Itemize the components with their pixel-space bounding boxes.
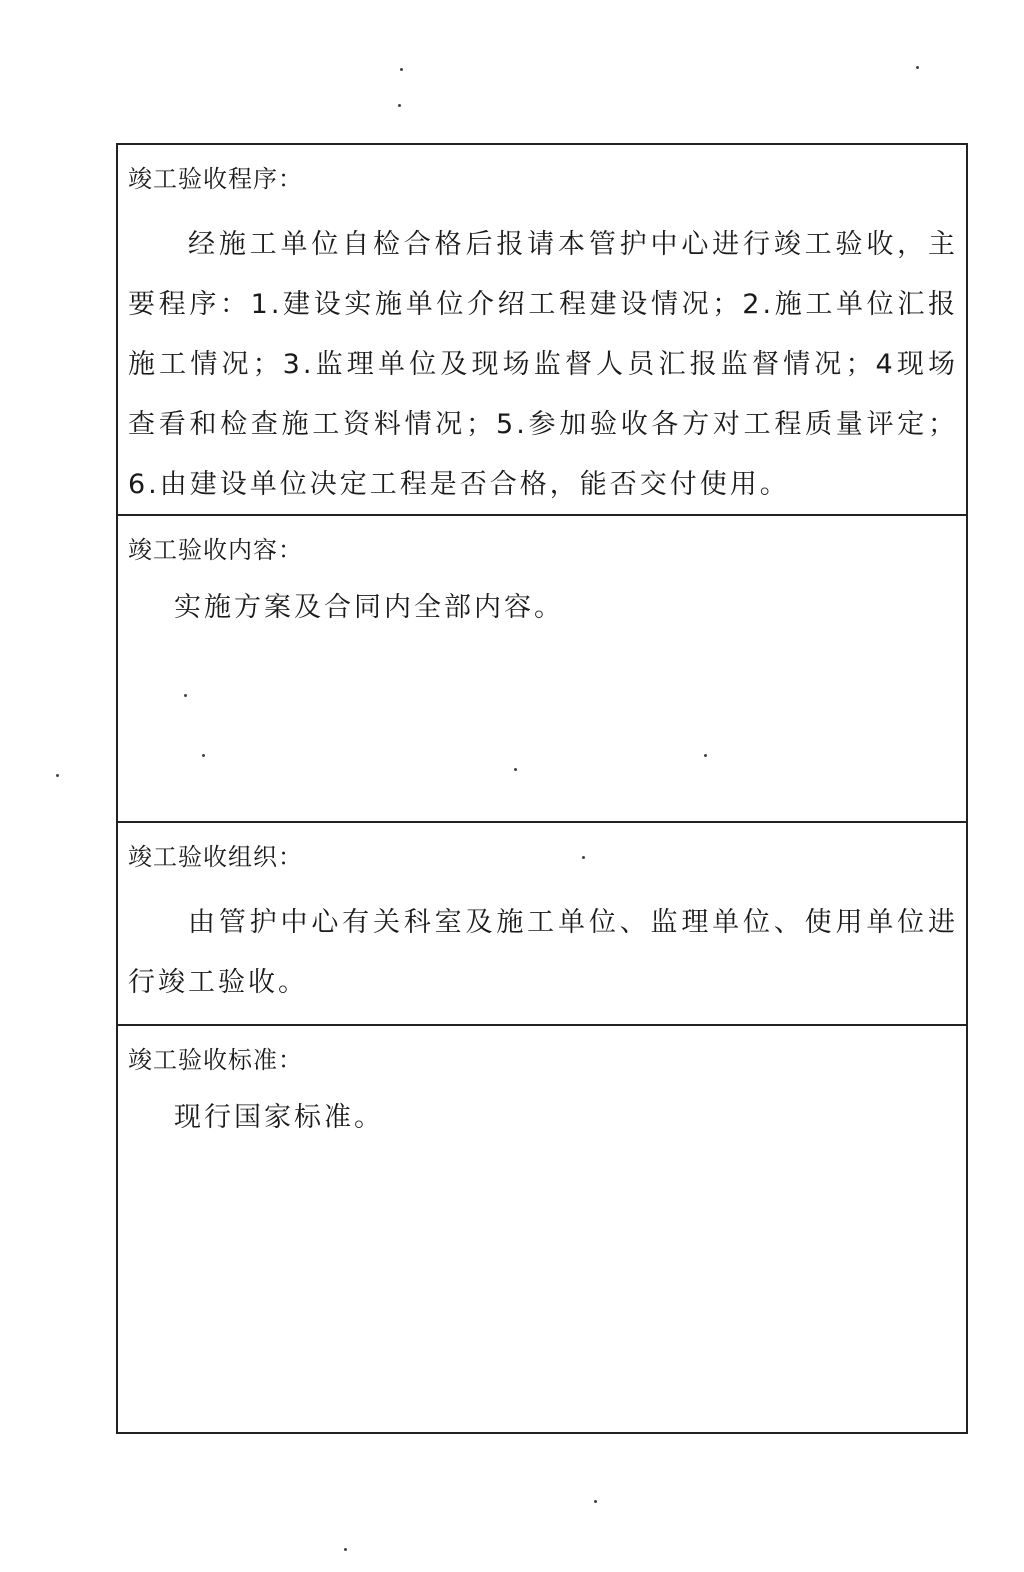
section-standard: [118, 1026, 966, 1432]
section-organization-heading: 竣工验收组织：: [128, 843, 303, 871]
section-organization: [118, 823, 966, 1026]
scan-speck: [582, 856, 585, 859]
scan-speck: [400, 68, 403, 71]
scan-speck: [56, 774, 59, 777]
scan-speck: [398, 104, 401, 107]
acceptance-form-table: [116, 143, 968, 1434]
section-standard-text: 现行国家标准。: [174, 1102, 384, 1133]
section-organization-text: 由管护中心有关科室及施工单位、监理单位、使用单位进行竣工验收。: [128, 907, 958, 998]
scan-speck: [344, 1548, 347, 1551]
section-content: [118, 516, 966, 823]
section-standard-heading: 竣工验收标准：: [128, 1046, 303, 1074]
section-content-heading: 竣工验收内容：: [128, 536, 303, 564]
scan-speck: [704, 754, 707, 757]
scan-speck: [184, 694, 187, 697]
scan-speck: [202, 754, 205, 757]
section-procedure-text: 经施工单位自检合格后报请本管护中心进行竣工验收，主要程序：1.建设实施单位介绍工程建设情况；2.施工单位汇报施工情况；3.监理单位及现场监督人员汇报监督情况；4现场查看和检查施工资料情况；5.参加验收各方对工程质量评定；6.由建设单位决定工程是否合格，能否交付使用。: [128, 229, 958, 500]
scan-speck: [594, 1500, 597, 1503]
section-procedure-heading: 竣工验收程序：: [128, 165, 303, 193]
section-procedure: [118, 145, 966, 516]
section-content-text: 实施方案及合同内全部内容。: [174, 592, 564, 623]
scan-speck: [916, 66, 919, 69]
scan-speck: [514, 768, 517, 771]
